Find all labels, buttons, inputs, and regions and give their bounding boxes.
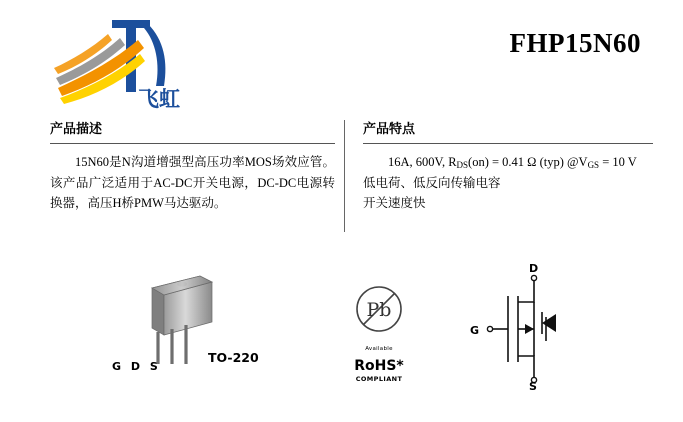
description-rule [50, 143, 335, 144]
feihong-logo [52, 14, 212, 110]
product-features-column [363, 118, 653, 214]
package-name-label: TO-220 [208, 350, 259, 365]
description-features-section [0, 118, 683, 238]
rohs-label: RoHS* [354, 358, 404, 374]
logo-text: 飞虹 [138, 87, 180, 110]
svg-text:Pb: Pb [366, 299, 392, 321]
product-description-column [50, 118, 335, 214]
product-description-title: 产品描述 [50, 122, 103, 137]
lead-free-icon [334, 282, 424, 340]
feature-1-sub-ds: DS [456, 160, 469, 170]
drain-terminal [531, 275, 536, 280]
product-features-title: 产品特点 [363, 122, 416, 137]
gate-terminal [487, 326, 492, 331]
package-pin-labels: G D S [112, 360, 161, 373]
rohs-available-label: Available [365, 346, 393, 352]
column-divider [344, 120, 345, 232]
symbol-drain-label: D [529, 262, 539, 275]
feature-1-post: = 10 V [599, 155, 637, 169]
document-header [0, 0, 683, 118]
feature-1-pre: 16A, 600V, R [388, 155, 457, 169]
mosfet-schematic-symbol [470, 262, 600, 397]
rohs-compliant-label: COMPLIANT [355, 375, 403, 383]
description-paragraph: 15N60是N沟道增强型高压功率MOS场效应管。该产品广泛适用于AC-DC开关电源，DC-DC电源转换器，高压H桥PMW马达驱动。 [50, 155, 335, 211]
symbol-source-label: S [529, 380, 537, 393]
feature-1-sub-gs: GS [587, 160, 600, 170]
feature-item-3: 开关速度快 [363, 196, 426, 211]
feature-item-1 [363, 152, 653, 173]
feature-item-2: 低电荷、低反向传输电容 [363, 175, 501, 190]
page-title: FHP15N60 [509, 28, 641, 58]
product-features-list [363, 152, 653, 214]
features-rule [363, 143, 653, 144]
feature-1-mid: (on) = 0.41 Ω (typ) @V [468, 155, 588, 169]
symbol-gate-label: G [470, 324, 480, 337]
rohs-mark [334, 282, 424, 392]
product-description-text [50, 152, 335, 214]
figures-row [0, 262, 683, 402]
